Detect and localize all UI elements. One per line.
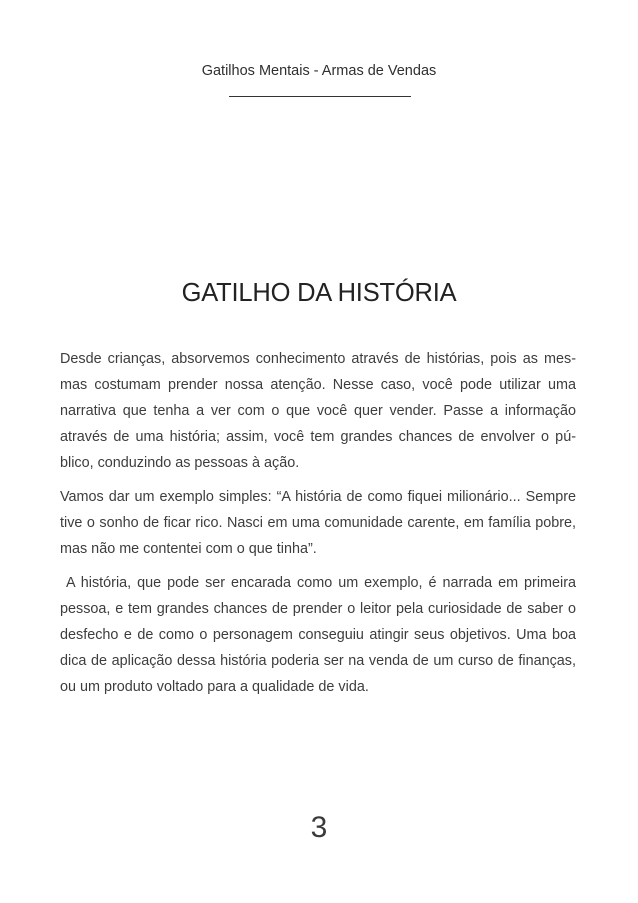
paragraph-2: Vamos dar um exemplo simples: “A história de como fiquei milionário... Sempre tive o sonho de ficar rico. Nasci em uma comunidade carente, em família pobre, mas não me contentei com o que tinha”. xyxy=(60,489,576,557)
running-header: Gatilhos Mentais - Armas de Vendas xyxy=(201,63,437,79)
section-title: GATILHO DA HISTÓRIA xyxy=(181,279,457,307)
paragraph-3: A história, que pode ser encarada como um exemplo, é narrada em primeira pessoa, e tem grandes chances de prender o leitor pela curiosidade de saber o desfecho e de como o personagem conseguiu atingir seus objetivos. Uma boa dica de aplicação dessa história poderia ser na venda de um curso de finanças, ou um produto voltado para a qualidade de vida. xyxy=(60,575,581,695)
paragraph-1: Desde crianças, absorvemos conhecimento através de histórias, pois as mesmas costumam prender nossa atenção. Nesse caso, você pode utilizar uma narrativa que tenha a ver com o que você quer vender. Passe a informação através de uma história; assim, você tem grandes chances de envolver o público, conduzindo as pessoas à ação. xyxy=(60,351,576,471)
page-number: 3 xyxy=(310,811,328,844)
body-text xyxy=(60,346,581,708)
header-divider xyxy=(229,96,411,97)
